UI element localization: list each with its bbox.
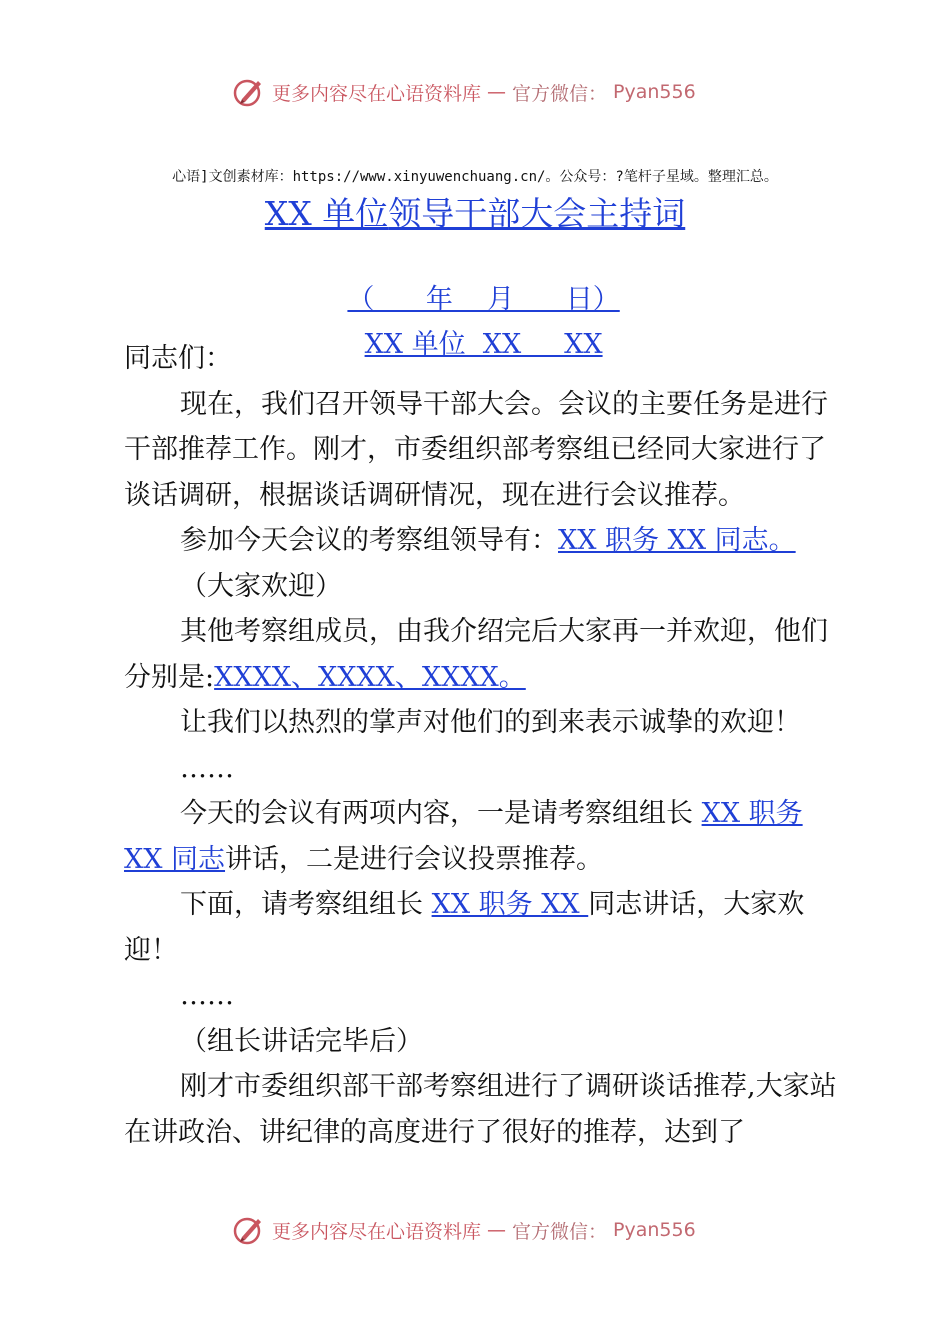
header-watermark [232,72,696,112]
watermark-dash: — [487,81,507,103]
title-unit-link[interactable]: XX 单位 [264,194,389,233]
greeting: 同志们： [124,343,232,374]
paragraph-2 [124,518,840,564]
date-line-text: （ 年 月 日） [347,284,620,315]
source-line: 心语]文创素材库：https://www.xinyuwenchuang.cn/。公众号：?笔杆子星域。整理汇总。 [172,169,778,185]
ellipsis-2: …… [180,980,234,1011]
watermark-wechat-id: Pyan556 [613,81,696,103]
paragraph-4-text: 其他考察组成员，由我介绍完后大家再一并欢迎，他们分别是: [124,616,828,693]
paragraph-7-text: 下面，请考察组组长 [180,889,432,920]
paragraph-4-link[interactable]: XXXX、XXXX、XXXX。 [214,661,526,693]
paragraph-2-text: 参加今天会议的考察组领导有： [180,525,558,556]
title-text: 领导干部大会主持词 [388,194,686,233]
paragraph-6-link[interactable]: XX 职务 XX 同志 [124,798,803,875]
watermark-wechat-label: 官方微信： [512,82,608,105]
footer-watermark [232,1210,696,1250]
paragraph-7 [124,882,840,973]
paragraph-8: （组长讲话完毕后） [180,1025,423,1057]
ellipsis-1: …… [180,752,234,784]
author-line-text: XX 单位 XX XX [364,329,603,360]
paragraph-5: 让我们以热烈的掌声对他们的到来表示诚挚的欢迎！ [180,707,801,738]
pen-logo-icon [232,75,266,109]
paragraph-6-text: 今天的会议有两项内容，一是请考察组组长 [180,798,702,829]
watermark-wechat-id: Pyan556 [613,1219,696,1241]
document-title [0,192,950,236]
paragraph-3: （大家欢迎） [180,570,342,602]
paragraph-1: 现在，我们召开领导干部大会。会议的主要任务是进行干部推荐工作。刚才，市委组织部考察组已经同大家进行了谈话调研，根据谈话调研情况，现在进行会议推荐。 [124,388,828,511]
paragraph-4 [124,609,840,700]
document-body [124,336,840,1155]
watermark-text: 更多内容尽在心语资料库 [272,82,482,105]
watermark-text: 更多内容尽在心语资料库 [272,1220,482,1243]
paragraph-6 [124,791,840,882]
paragraph-7-text-end: 同志讲话，大家欢迎！ [124,889,805,966]
paragraph-7-link[interactable]: XX 职务 XX [431,889,589,920]
pen-logo-icon [232,1213,266,1247]
paragraph-2-link[interactable]: XX 职务 XX 同志。 [558,525,796,556]
watermark-dash: — [487,1219,507,1241]
paragraph-9: 刚才市委组织部干部考察组进行了调研谈话推荐,大家站在讲政治、讲纪律的高度进行了很好的推荐，达到了 [124,1071,837,1148]
paragraph-6-text-end: 讲话，二是进行会议投票推荐。 [225,843,604,875]
watermark-wechat-label: 官方微信： [512,1220,608,1243]
